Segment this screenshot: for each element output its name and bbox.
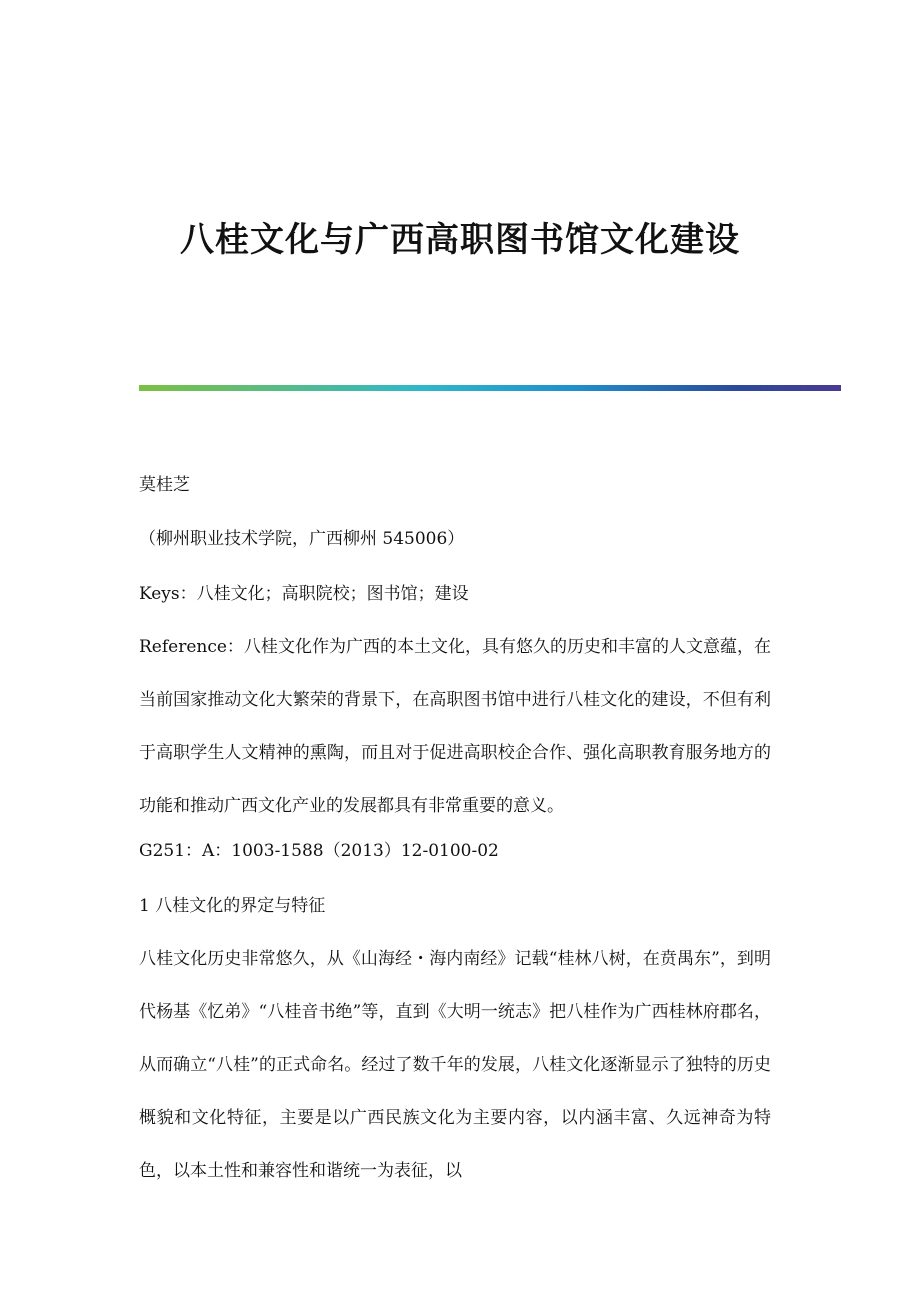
author-name: 莫桂芝	[139, 475, 190, 495]
body-paragraph: 八桂文化历史非常悠久，从《山海经・海内南经》记载“桂林八树，在贲禺东”，到明代杨基《忆弟》“八桂音书绝”等，直到《大明一统志》把八桂作为广西桂林府郡名，从而确立“八桂”的正式命名。经过了数千年的发展，八桂文化逐渐显示了独特的历史概貌和文化特征，主要是以广西民族文化为主要内容，以内涵丰富、久远神奇为特色，以本土性和兼容性和谐统一为表征，以	[139, 949, 771, 1181]
keywords-line: Keys：八桂文化；高职院校；图书馆；建设	[139, 584, 469, 604]
author-affiliation: （柳州职业技术学院，广西柳州 545006）	[139, 529, 465, 549]
title-divider	[139, 385, 841, 391]
classification-line: G251：A：1003-1588（2013）12-0100-02	[139, 841, 499, 861]
page-title: 八桂文化与广西高职图书馆文化建设	[180, 220, 740, 260]
abstract-paragraph: Reference：八桂文化作为广西的本土文化，具有悠久的历史和丰富的人文意蕴，在当前国家推动文化大繁荣的背景下，在高职图书馆中进行八桂文化的建设，不但有利于高职学生人文精神的熏陶，而且对于促进高职校企合作、强化高职教育服务地方的功能和推动广西文化产业的发展都具有非常重要的意义。	[139, 637, 771, 816]
section-heading: 1 八桂文化的界定与特征	[139, 896, 326, 916]
